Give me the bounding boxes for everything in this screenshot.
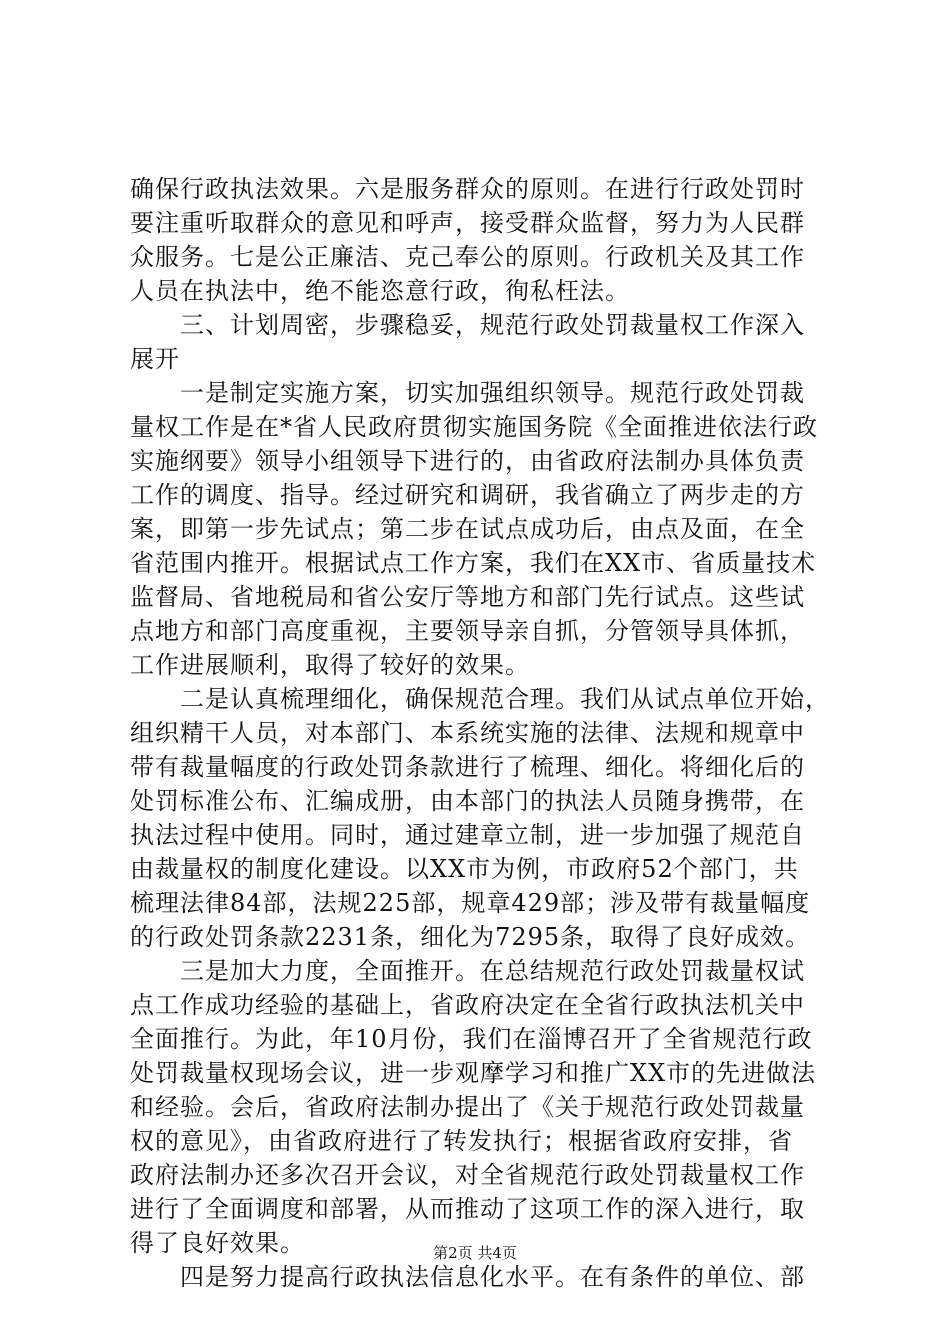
text-line: 点地方和部门高度重视，主要领导亲自抓，分管领导具体抓， xyxy=(130,617,805,645)
section-heading-line: 展开 xyxy=(130,345,180,373)
text-line: 点工作成功经验的基础上，省政府决定在全省行政执法机关中 xyxy=(130,991,805,1019)
text-line: 的行政处罚条款2231条，细化为7295条，取得了良好成效。 xyxy=(130,923,811,951)
text-line: 梳理法律84部，法规225部，规章429部；涉及带有裁量幅度 xyxy=(130,889,811,917)
text-line: 二是认真梳理细化，确保规范合理。我们从试点单位开始， xyxy=(130,685,830,713)
text-line: 四是努力提高行政执法信息化水平。在有条件的单位、部 xyxy=(130,1263,805,1291)
page-number-footer: 第2页 共4页 xyxy=(433,1244,517,1262)
text-line: 和经验。会后，省政府法制办提出了《关于规范行政处罚裁量 xyxy=(130,1093,805,1121)
text-line: 案，即第一步先试点；第二步在试点成功后，由点及面，在全 xyxy=(130,515,805,543)
text-line: 组织精干人员，对本部门、本系统实施的法律、法规和规章中 xyxy=(130,719,805,747)
text-line: 一是制定实施方案，切实加强组织领导。规范行政处罚裁 xyxy=(130,379,805,407)
text-line: 要注重听取群众的意见和呼声，接受群众监督，努力为人民群 xyxy=(130,209,805,237)
text-line: 得了良好效果。 xyxy=(130,1229,305,1257)
text-line: 全面推行。为此，年10月份，我们在淄博召开了全省规范行政 xyxy=(130,1025,813,1053)
text-line: 监督局、省地税局和省公安厅等地方和部门先行试点。这些试 xyxy=(130,583,805,611)
text-line: 确保行政执法效果。六是服务群众的原则。在进行行政处罚时 xyxy=(130,175,805,203)
text-line: 众服务。七是公正廉洁、克己奉公的原则。行政机关及其工作 xyxy=(130,243,805,271)
document-body xyxy=(130,172,830,1294)
text-line: 实施纲要》领导小组领导下进行的，由省政府法制办具体负责 xyxy=(130,447,805,475)
text-line: 工作的调度、指导。经过研究和调研，我省确立了两步走的方 xyxy=(130,481,805,509)
text-line: 处罚裁量权现场会议，进一步观摩学习和推广XX市的先进做法 xyxy=(130,1059,817,1087)
text-line: 量权工作是在*省人民政府贯彻实施国务院《全面推进依法行政 xyxy=(130,413,818,441)
text-line: 进行了全面调度和部署，从而推动了这项工作的深入进行，取 xyxy=(130,1195,805,1223)
text-line: 三是加大力度，全面推开。在总结规范行政处罚裁量权试 xyxy=(130,957,805,985)
text-line: 政府法制办还多次召开会议，对全省规范行政处罚裁量权工作 xyxy=(130,1161,805,1189)
text-line: 由裁量权的制度化建设。以XX市为例，市政府52个部门，共 xyxy=(130,855,799,883)
text-line: 带有裁量幅度的行政处罚条款进行了梳理、细化。将细化后的 xyxy=(130,753,805,781)
text-line: 工作进展顺利，取得了较好的效果。 xyxy=(130,651,530,679)
text-line: 省范围内推开。根据试点工作方案，我们在XX市、省质量技术 xyxy=(130,549,817,577)
section-heading-line: 三、计划周密，步骤稳妥，规范行政处罚裁量权工作深入 xyxy=(130,311,805,339)
text-line: 处罚标准公布、汇编成册，由本部门的执法人员随身携带，在 xyxy=(130,787,805,815)
text-line: 执法过程中使用。同时，通过建章立制，进一步加强了规范自 xyxy=(130,821,805,849)
text-line: 权的意见》，由省政府进行了转发执行；根据省政府安排，省 xyxy=(130,1127,793,1155)
text-line: 人员在执法中，绝不能恣意行政，徇私枉法。 xyxy=(130,277,630,305)
